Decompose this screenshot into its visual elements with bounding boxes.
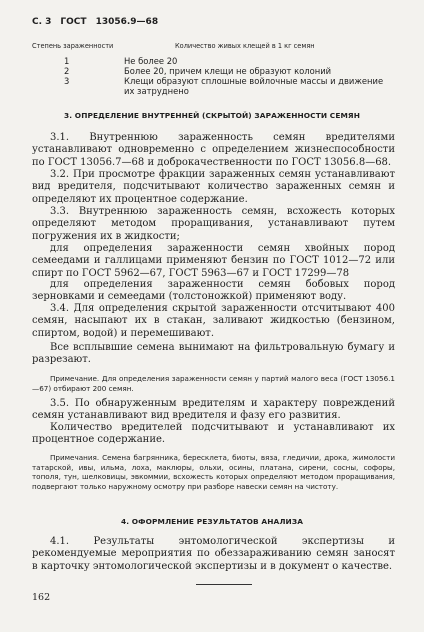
paragraph-3-3-conifers: для определения зараженности семян хвойных пород семеедами и галлицами применяют бензин по ГОСТ 1012—72 или спирт по ГОСТ 5962—67, ГОСТ 5963—67 и ГОСТ 17299—78 xyxy=(32,243,395,279)
paragraph-3-4-cont: Все всплывшие семена вынимают на фильтровальную бумагу и разрезают. xyxy=(32,342,395,366)
table-cell-degree: 1 xyxy=(64,56,70,66)
paragraph-4-1: 4.1. Результаты энтомологической экспертизы и рекомендуемые мероприятия по обеззараживанию семян заносят в карточку энтомологической экспертизы и в документ о качестве. xyxy=(32,536,395,572)
paragraph-3-2: 3.2. При просмотре фракции зараженных семян устанавливают вид вредителя, подсчитывают количество зараженных семян и определяют их процентное содержание. xyxy=(32,169,395,205)
page-number: 162 xyxy=(32,592,51,603)
table-cell-text: Более 20, причем клещи не образуют колоний xyxy=(124,66,332,76)
table-col-count: Количество живых клещей в 1 кг семян xyxy=(175,42,315,50)
header-number: 13056.9—68 xyxy=(95,17,159,27)
table-cell-text: Клещи образуют сплошные войлочные массы и движение их затруднено xyxy=(124,76,384,96)
paragraph-3-4: 3.4. Для определения скрытой зараженности отсчитывают 400 семян, насыпают их в стакан, заливают жидкостью (бензином, спиртом, водой) и перемешивают. xyxy=(32,303,395,339)
running-header xyxy=(32,17,167,27)
paragraph-3-3: 3.3. Внутреннюю зараженность семян, всхожесть которых определяют методом проращивания, устанавливают путем погружения их в жидкости; xyxy=(32,206,395,242)
table-col-degree: Степень зараженности xyxy=(32,42,114,50)
table-cell-degree: 2 xyxy=(64,66,70,76)
note-species-list: Примечания. Семена багрянника, бересклета, биоты, вяза, гледичии, дрока, жимолости татарской, ивы, ильма, лоха, маклюры, ольхи, осины, платана, сирени, сосны, софоры, тополя, тун, шелковицы, эвкоммии, всхожесть которых определяют методом проращивания, подвергают только наружному осмотру при разборе навески семян на чистоту. xyxy=(32,453,395,491)
header-page-ref: С. 3 xyxy=(32,17,52,27)
paragraph-3-5-cont: Количество вредителей подсчитывают и устанавливают их процентное содержание. xyxy=(32,422,395,446)
header-standard: ГОСТ xyxy=(60,17,87,27)
table-cell-degree: 3 xyxy=(64,76,70,86)
divider-line xyxy=(196,584,252,585)
section-3-heading: 3. ОПРЕДЕЛЕНИЕ ВНУТРЕННЕЙ (СКРЫТОЙ) ЗАРАЖЕННОСТИ СЕМЯН xyxy=(63,111,361,120)
paragraph-3-1: 3.1. Внутреннюю зараженность семян вредителями устанавливают одновременно с определением жизнеспособности по ГОСТ 13056.7—68 и доброкачественности по ГОСТ 13056.8—68. xyxy=(32,132,395,168)
paragraph-3-5: 3.5. По обнаруженным вредителям и характеру повреждений семян устанавливают вид вредителя и фазу его развития. xyxy=(32,398,395,422)
table-cell-text: Не более 20 xyxy=(124,56,178,66)
section-4-heading: 4. ОФОРМЛЕНИЕ РЕЗУЛЬТАТОВ АНАЛИЗА xyxy=(120,517,304,526)
note-small-lots: Примечание. Для определения зараженности семян у партий малого веса (ГОСТ 13056.1—67) отбирают 200 семян. xyxy=(32,374,395,393)
paragraph-3-3-legumes: для определения зараженности семян бобовых пород зерновками и семеедами (толстоножкой) применяют воду. xyxy=(32,279,395,303)
